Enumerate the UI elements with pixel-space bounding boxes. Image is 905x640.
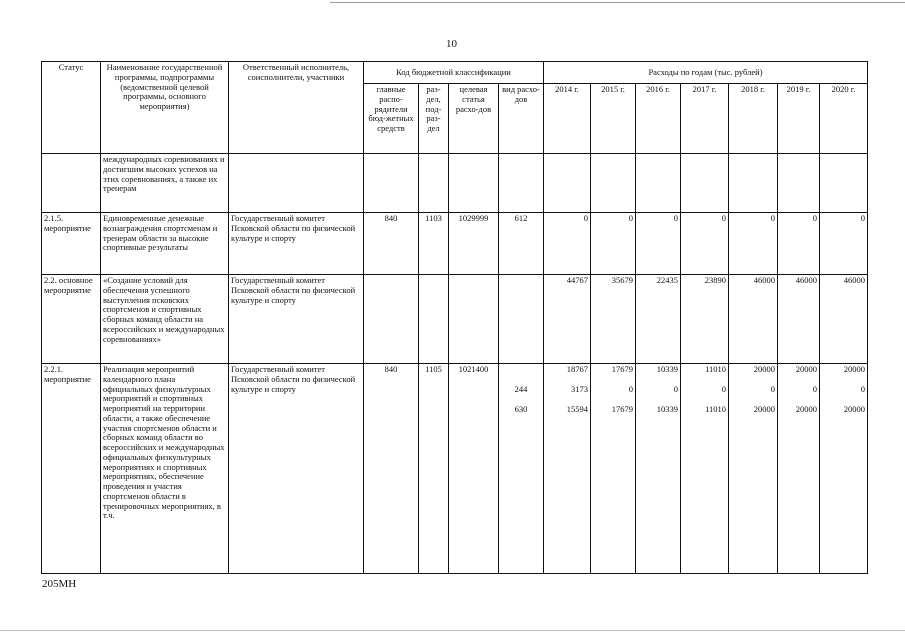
kind-line xyxy=(501,365,541,375)
row-value: 0 xyxy=(820,213,868,275)
value-line: 10339 xyxy=(656,364,678,374)
row-kind xyxy=(499,154,544,213)
header-year: 2017 г. xyxy=(681,84,729,154)
value-line: 11010 xyxy=(705,364,726,374)
value-line: 20000 xyxy=(843,364,865,374)
row-value xyxy=(778,364,820,574)
header-grbs: главные распо-рядители бюд-жетных средств xyxy=(364,84,419,154)
header-year: 2019 г. xyxy=(778,84,820,154)
row-name: Единовременные денежные вознаграждения спортсменам и тренерам области за высокие спортивные результаты xyxy=(101,213,229,275)
row-executor xyxy=(229,154,364,213)
row-value xyxy=(820,154,868,213)
row-value xyxy=(591,364,636,574)
kind-line: 244 xyxy=(514,384,528,394)
row-target xyxy=(449,275,499,364)
row-value xyxy=(591,154,636,213)
row-kind: 612 xyxy=(499,213,544,275)
header-section: раз-дел, под-раз-дел xyxy=(419,84,449,154)
row-value xyxy=(636,154,681,213)
row-value: 44767 xyxy=(544,275,591,364)
table-row xyxy=(42,154,868,213)
row-executor: Государственный комитет Псковской области по физической культуре и спорту xyxy=(229,364,364,574)
value-line: 0 xyxy=(770,383,775,394)
row-value xyxy=(681,364,729,574)
row-value: 0 xyxy=(681,213,729,275)
scan-edge-bottom xyxy=(0,630,905,631)
row-status: 2.2.1. мероприятие xyxy=(42,364,101,574)
row-value xyxy=(544,364,591,574)
row-status: 2.1.5. мероприятие xyxy=(42,213,101,275)
row-name: международных соревнованиях и достигшим высоких успехов на этих соревнованиях, а также их тренерам xyxy=(101,154,229,213)
value-line: 20000 xyxy=(753,364,775,374)
header-year: 2015 г. xyxy=(591,84,636,154)
row-name: Реализация мероприятий календарного плана официальных физкультурных мероприятий и спортивных мероприятий на территории области, а также обеспечение участия спортсменов области и сборных команд области во всероссийских и международных официальных физкультурных мероприятиях и спортивных мероприятиях, обеспечение проведения и участия спортсменов области в тренировочных мероприятиях, в т.ч. xyxy=(101,364,229,574)
header-target: целевая статья расхо-дов xyxy=(449,84,499,154)
row-name: «Создание условий для обеспечения успешного выступления псковских спортсменов и спортивных сборных команд области на всероссийских и международных соревнованиях» xyxy=(101,275,229,364)
header-executor: Ответственный исполнитель, соисполнители, участники xyxy=(229,62,364,154)
row-value: 23890 xyxy=(681,275,729,364)
row-executor: Государственный комитет Псковской области по физической культуре и спорту xyxy=(229,275,364,364)
row-value xyxy=(778,154,820,213)
value-line: 17679 xyxy=(611,403,633,414)
page-number: 10 xyxy=(446,38,457,50)
header-name: Наименование государственной программы, подпрограммы (ведомственной целевой программы, основного мероприятия) xyxy=(101,62,229,154)
row-value xyxy=(544,154,591,213)
value-line: 11010 xyxy=(705,403,726,414)
header-expenses: Расходы по годам (тыс. рублей) xyxy=(544,62,868,84)
row-value: 35679 xyxy=(591,275,636,364)
value-line: 20000 xyxy=(795,364,817,374)
table-row xyxy=(42,275,868,364)
value-line: 10339 xyxy=(656,403,678,414)
header-year: 2016 г. xyxy=(636,84,681,154)
row-executor: Государственный комитет Псковской области по физической культуре и спорту xyxy=(229,213,364,275)
row-value xyxy=(636,364,681,574)
value-line: 0 xyxy=(721,383,726,394)
row-section: 1103 xyxy=(419,213,449,275)
value-line: 0 xyxy=(628,383,633,394)
row-grbs: 840 xyxy=(364,364,419,574)
header-year: 2014 г. xyxy=(544,84,591,154)
value-line: 20000 xyxy=(795,403,817,414)
value-line: 0 xyxy=(673,383,678,394)
row-value: 0 xyxy=(778,213,820,275)
row-grbs: 840 xyxy=(364,213,419,275)
row-value xyxy=(729,154,778,213)
value-line: 17679 xyxy=(611,364,633,374)
row-kind xyxy=(499,364,544,574)
footer-code: 205МН xyxy=(42,578,77,590)
budget-table xyxy=(41,61,868,574)
row-grbs xyxy=(364,154,419,213)
value-line: 0 xyxy=(812,383,817,394)
row-kind xyxy=(499,275,544,364)
row-section: 1105 xyxy=(419,364,449,574)
row-value: 0 xyxy=(636,213,681,275)
header-kind: вид расхо-дов xyxy=(499,84,544,154)
row-status xyxy=(42,154,101,213)
row-target xyxy=(449,154,499,213)
row-section xyxy=(419,275,449,364)
scan-edge-top xyxy=(330,2,905,3)
row-value: 0 xyxy=(591,213,636,275)
value-line: 20000 xyxy=(843,403,865,414)
header-year: 2020 г. xyxy=(820,84,868,154)
header-year: 2018 г. xyxy=(729,84,778,154)
row-value: 46000 xyxy=(778,275,820,364)
row-value: 22435 xyxy=(636,275,681,364)
row-grbs xyxy=(364,275,419,364)
row-value: 0 xyxy=(544,213,591,275)
row-value xyxy=(729,364,778,574)
row-target: 1021400 xyxy=(449,364,499,574)
value-line: 3173 xyxy=(571,383,588,394)
row-value: 0 xyxy=(729,213,778,275)
value-line: 0 xyxy=(860,383,865,394)
table-row xyxy=(42,364,868,574)
value-line: 18767 xyxy=(566,364,588,374)
kind-line: 630 xyxy=(514,403,528,414)
value-line: 15594 xyxy=(566,403,588,414)
row-value xyxy=(820,364,868,574)
row-status: 2.2. основное мероприятие xyxy=(42,275,101,364)
table-row xyxy=(42,213,868,275)
row-section xyxy=(419,154,449,213)
row-value: 46000 xyxy=(729,275,778,364)
row-target: 1029999 xyxy=(449,213,499,275)
header-status: Статус xyxy=(42,62,101,154)
row-value xyxy=(681,154,729,213)
value-line: 20000 xyxy=(753,403,775,414)
row-value: 46000 xyxy=(820,275,868,364)
header-budget-code: Код бюджетной классификации xyxy=(364,62,544,84)
